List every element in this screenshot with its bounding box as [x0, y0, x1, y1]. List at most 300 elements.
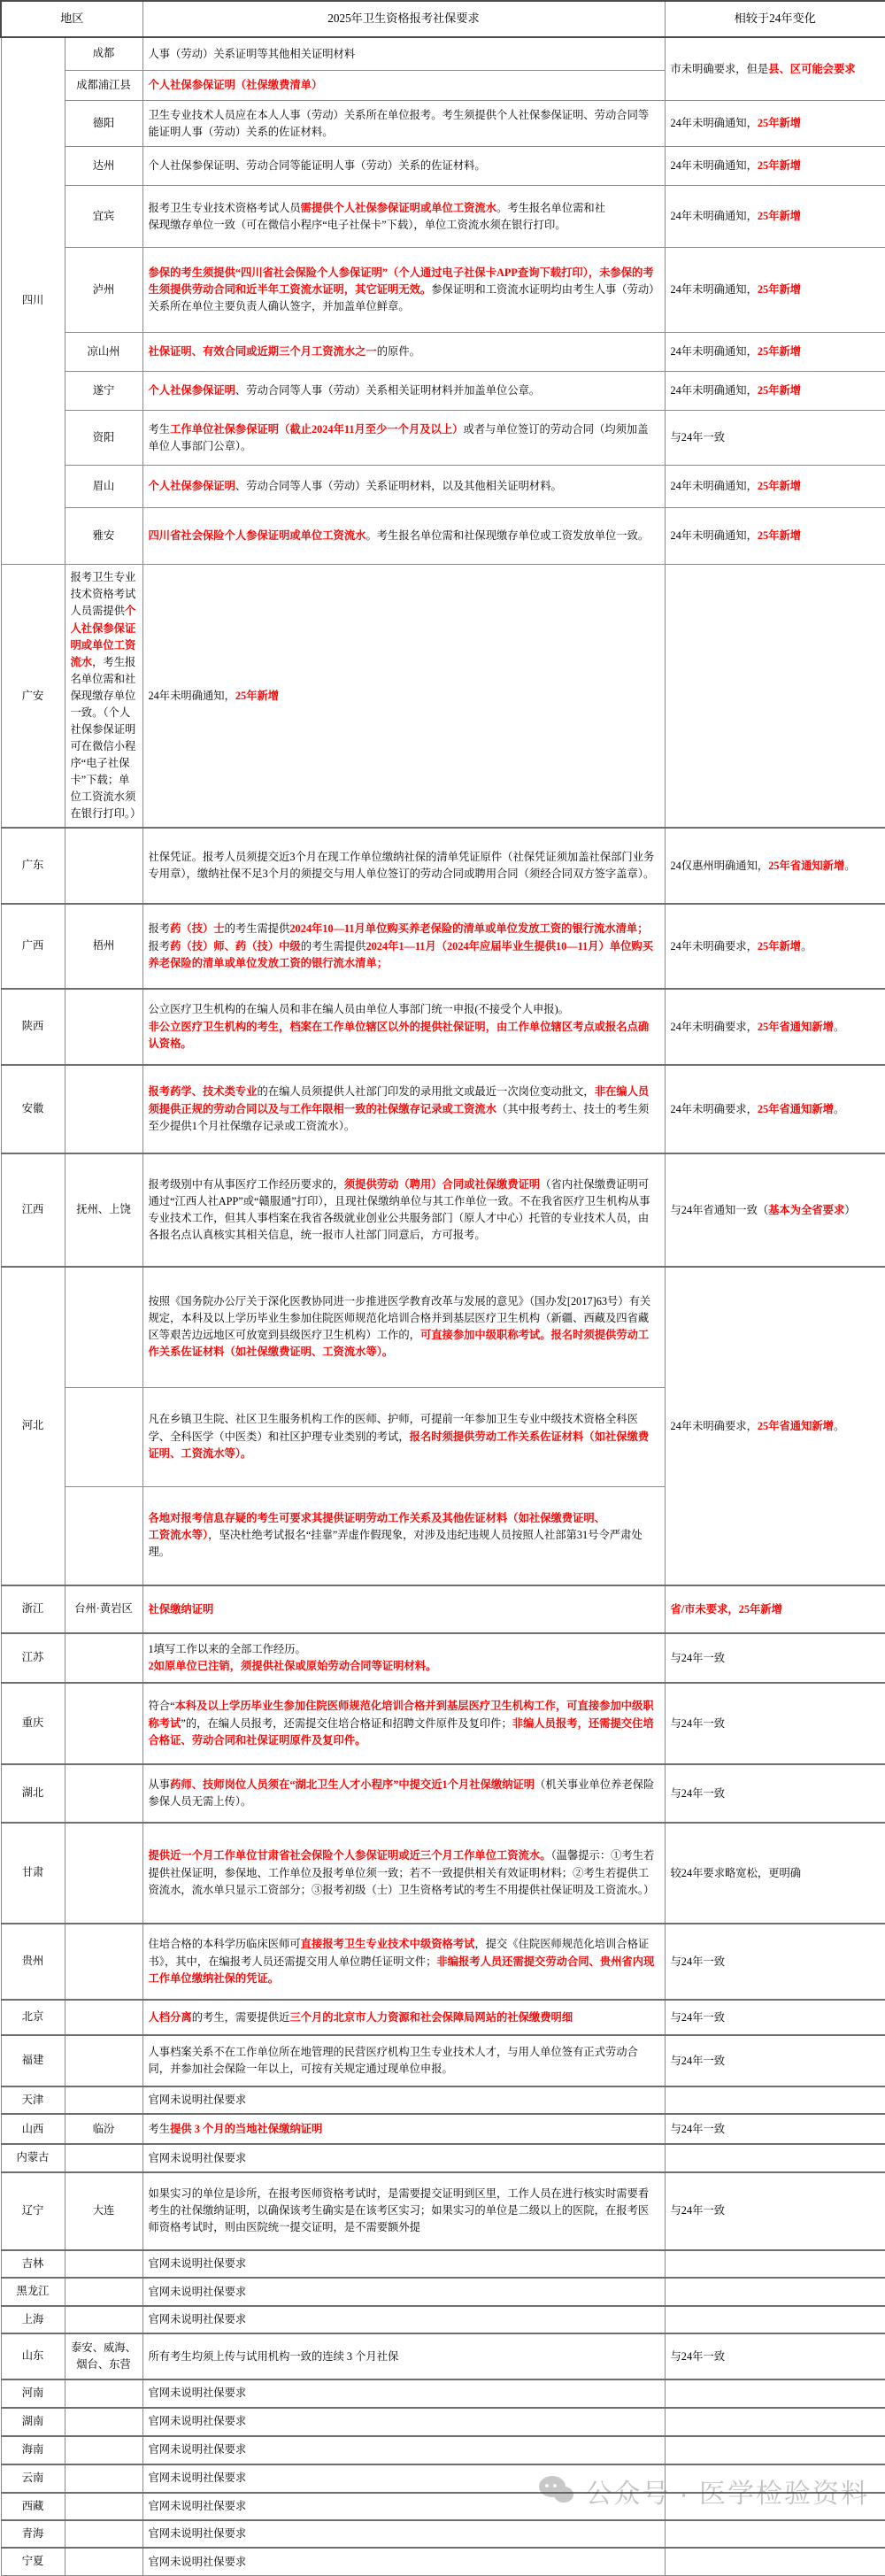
table-row — [1, 1924, 885, 2000]
body-text: 24年未明确通知， — [148, 689, 235, 702]
body-text: 与24年一致 — [670, 2122, 725, 2135]
body-text: 与24年一致 — [670, 2054, 725, 2067]
body-text: 符合“ — [148, 1700, 175, 1713]
table-row — [1, 147, 885, 186]
province-cell: 吉林 — [1, 2250, 65, 2278]
body-text: 与24年一致 — [670, 2204, 725, 2217]
body-text: 市未明确要求，但是 — [670, 62, 769, 75]
body-text: 或者与单位签订的劳动合同（均须加盖单位人事部门公章）。 — [148, 422, 649, 452]
highlighted-text: 25年省通知新增 — [757, 1419, 834, 1432]
province-cell: 广西 — [1, 904, 65, 989]
body-text: 参保证明和工资流水证明均由考生人事（劳动）关系所在单位主要负责人确认签字，并加盖单位鲜章。 — [148, 283, 655, 313]
requirement-cell — [142, 1683, 665, 1764]
province-cell: 江西 — [1, 1153, 65, 1267]
body-text: 的考生，需要提供近 — [191, 2010, 290, 2024]
body-text: 官网未说明社保要求 — [148, 2257, 247, 2271]
change-cell — [665, 2379, 885, 2407]
table-row — [1, 2379, 885, 2407]
city-cell — [65, 1486, 142, 1585]
highlighted-text: 提供近一个月工作单位甘肃省社会保险个人参保证明或近三个月工作单位工资流水。 — [148, 1849, 551, 1863]
city-cell — [65, 2493, 142, 2520]
table-row — [1, 2520, 885, 2548]
body-text: 24仅惠州明确通知， — [670, 859, 769, 872]
city-cell: 广安 — [1, 565, 65, 828]
table-row — [1, 2493, 885, 2520]
requirement-cell — [142, 2464, 665, 2493]
city-cell: 临汾 — [65, 2114, 142, 2144]
body-text: 官网未说明社保要求 — [148, 2415, 247, 2428]
table-row — [1, 186, 885, 248]
highlighted-text: 25年省通知新增 — [768, 859, 845, 872]
highlighted-text: 三个月的北京市人力资源和社会保障局网站的社保缴费明细 — [289, 2010, 573, 2024]
body-text: 与24年省通知一致（ — [670, 1203, 769, 1216]
requirement-cell — [142, 2086, 665, 2114]
table-row — [1, 565, 885, 828]
requirement-cell — [142, 372, 665, 411]
body-text: 官网未说明社保要求 — [148, 2443, 247, 2456]
body-text: 24年未明确要求， — [670, 1020, 758, 1033]
table-row — [1, 2408, 885, 2436]
city-cell — [65, 2306, 142, 2333]
body-text: 24年未明确通知， — [670, 384, 758, 397]
highlighted-text: 2024年1—11月（2024年应届毕业生提供10—11月）单位购买养老保险的清单或单位发放工资的银行流水清单； — [148, 939, 653, 969]
highlighted-text: 个人社保参保证明（社保缴费清单） — [148, 79, 323, 92]
change-cell — [665, 2436, 885, 2464]
highlighted-text: 社保缴纳证明 — [148, 1602, 214, 1616]
province-cell: 陕西 — [1, 989, 65, 1065]
change-cell — [665, 828, 885, 904]
requirement-cell — [65, 565, 142, 828]
change-cell — [142, 565, 665, 828]
change-cell — [665, 989, 885, 1065]
requirement-cell — [142, 333, 665, 372]
city-cell — [65, 2035, 142, 2086]
city-cell: 眉山 — [65, 466, 142, 508]
requirement-cell — [142, 2114, 665, 2144]
body-text: ，考生报名单位需和社保现缴存单位一致。（个人社保参保证明可在微信小程序“电子社保卡”下载；单位工资流水须在银行打印。） — [70, 655, 142, 821]
province-cell: 湖北 — [1, 1764, 65, 1823]
city-cell — [65, 989, 142, 1065]
highlighted-text: 基本为全省要求 — [768, 1203, 845, 1216]
city-cell — [65, 2379, 142, 2407]
body-text: 、劳动合同等人事（劳动）关系相关证明材料并加盖单位公章。 — [235, 384, 541, 397]
table-row — [1, 2333, 885, 2379]
requirement-cell — [142, 989, 665, 1065]
requirement-cell — [142, 2436, 665, 2464]
change-cell — [665, 101, 885, 147]
requirement-cell — [142, 1823, 665, 1924]
change-cell — [665, 2408, 885, 2436]
body-text: ，提交《住院医师规范化培训合格证书》，其中，在编报考人员还需提交用人单位聘任证明文件； — [148, 1938, 650, 1968]
body-text: 官网未说明社保要求 — [148, 2094, 247, 2107]
highlighted-text: 须提供劳动（聘用）合同或社保缴费证明 — [343, 1177, 541, 1191]
city-cell: 德阳 — [65, 101, 142, 147]
change-cell — [665, 147, 885, 186]
city-cell — [65, 828, 142, 904]
change-cell — [665, 1585, 885, 1633]
requirement-cell — [142, 2493, 665, 2520]
requirement-cell — [142, 1633, 665, 1683]
highlighted-text: 药（技）士 — [170, 922, 225, 936]
change-cell — [665, 2493, 885, 2520]
requirement-cell — [142, 2144, 665, 2171]
city-cell: 泰安、威海、烟台、东营 — [65, 2333, 142, 2379]
city-cell — [65, 2278, 142, 2305]
highlighted-text: 个人社保参保证明 — [148, 480, 235, 493]
requirement-cell — [142, 2548, 665, 2575]
table-row — [1, 2035, 885, 2086]
highlighted-text: 社保证明、有效合同或近期三个月工资流水之一 — [148, 345, 377, 359]
table-row — [1, 2464, 885, 2493]
body-text: 报考 — [148, 922, 171, 936]
body-text: 与24年一致 — [670, 431, 725, 444]
highlighted-text: 人档分离 — [148, 2010, 192, 2024]
table-row — [1, 904, 885, 989]
city-cell — [65, 2520, 142, 2548]
city-cell — [65, 2464, 142, 2493]
change-cell — [665, 2520, 885, 2548]
requirement-cell — [142, 2379, 665, 2407]
highlighted-text: 四川省社会保险个人参保证明或单位工资流水 — [148, 529, 366, 543]
table-row — [1, 37, 885, 71]
table-row — [1, 372, 885, 411]
requirement-cell — [142, 1267, 665, 1387]
requirement-cell — [142, 1764, 665, 1823]
highlighted-text: 非编人员报考，还需提交住培合格证、劳动合同和社保证明原件及复印件。 — [148, 1716, 654, 1747]
column-header-change: 相较于24年变化 — [665, 1, 885, 37]
change-cell — [665, 2278, 885, 2305]
body-text: 住培合格的本科学历临床医师可 — [148, 1938, 301, 1951]
body-text: 24年未明确通知， — [670, 117, 758, 130]
requirement-cell — [142, 2250, 665, 2278]
body-text: 人事档案关系不在工作单位所在地管理的民营医疗机构卫生专业技术人才，与用人单位签有正式劳动合同，并参加社会保险一年以上，可按有关规定通过现单位申报。 — [148, 2046, 638, 2076]
highlighted-text: 25年省通知新增 — [757, 1102, 834, 1115]
city-cell — [65, 1633, 142, 1683]
body-text: 与24年一致 — [670, 1786, 725, 1800]
requirement-cell — [142, 1387, 665, 1486]
body-text: 官网未说明社保要求 — [148, 2499, 247, 2512]
table-row — [1, 2144, 885, 2171]
body-text: 24年未明确通知， — [670, 159, 758, 173]
requirement-cell — [142, 248, 665, 333]
change-cell — [665, 2306, 885, 2333]
body-text: 人事（劳动）关系证明等其他相关证明材料 — [148, 47, 356, 60]
province-cell: 甘肃 — [1, 1823, 65, 1924]
highlighted-text: 报名时须提供劳动工作关系佐证材料（如社保缴费证明、工资流水等）。 — [148, 1430, 650, 1460]
province-cell: 青海 — [1, 2520, 65, 2548]
province-cell: 福建 — [1, 2035, 65, 2086]
change-cell — [665, 248, 885, 333]
body-text: 保现缴存单位一致（可在微信小程序“电子社保卡”下载），单位工资流水须在银行打印。 — [148, 218, 566, 231]
table-row — [1, 508, 885, 565]
change-cell — [665, 2464, 885, 2493]
requirement-cell — [142, 1585, 665, 1633]
table-row — [1, 1633, 885, 1683]
change-cell — [665, 2250, 885, 2278]
city-cell — [65, 1924, 142, 2000]
change-cell — [665, 333, 885, 372]
city-cell — [65, 1267, 142, 1387]
highlighted-text: 非公立医疗卫生机构的考生，档案在工作单位辖区以外的提供社保证明，由工作单位辖区考点或报名点确认资格。 — [148, 1020, 650, 1050]
body-text: ”的，在编人员报考，还需提交住培合格证和招聘文件原件及复印件； — [181, 1716, 512, 1730]
requirement-cell — [142, 466, 665, 508]
body-text: 的在编人员须提供人社部门印发的录用批文或最近一次岗位变动批文， — [257, 1085, 595, 1099]
province-cell: 北京 — [1, 2000, 65, 2035]
city-cell: 成都浦江县 — [65, 71, 142, 101]
table-row — [1, 2306, 885, 2333]
change-cell — [665, 1267, 885, 1585]
body-text: 报考卫生专业技术资格考试人员需提供 — [70, 571, 136, 618]
header-row — [1, 1, 885, 37]
body-text: 按照《国务院办公厅关于深化医教协同进一步推进医学教育改革与发展的意见》（国办发[2017]63号）有关规定，本科及以上学历毕业生参加住院医师规范化培训合格并到基层医疗卫生机构（新疆、西藏及四省藏区等艰苦边远地区可放宽到县级医疗卫生机构）工作的， — [148, 1295, 651, 1342]
province-cell: 重庆 — [1, 1683, 65, 1764]
table-row — [1, 1764, 885, 1823]
body-text: 与24年一致 — [670, 1651, 725, 1664]
highlighted-text: 省/市未要求，25年新增 — [670, 1602, 782, 1616]
requirement-cell — [142, 828, 665, 904]
table-row — [1, 1267, 885, 1387]
requirement-cell — [142, 508, 665, 565]
body-text: 1填写工作以来的全部工作经历。 — [148, 1643, 306, 1656]
body-text: 凡在乡镇卫生院、社区卫生服务机构工作的医师、护师，可提前一年参加卫生专业中级技术资格全科医学、全科医学（中医类）和社区护理专业类别的考试， — [148, 1413, 638, 1443]
column-header-requirement: 2025年卫生资格报考社保要求 — [142, 1, 665, 37]
change-cell — [665, 2144, 885, 2171]
body-text: ） — [844, 1203, 856, 1216]
body-text: 。 — [833, 1102, 845, 1115]
city-cell — [65, 2086, 142, 2114]
body-text: 从事 — [148, 1778, 171, 1792]
requirement-cell — [142, 2306, 665, 2333]
city-cell: 台州·黄岩区 — [65, 1585, 142, 1633]
highlighted-text: 25年新增 — [757, 283, 802, 297]
body-text: 较24年要求略宽松，更明确 — [670, 1866, 802, 1879]
highlighted-text: 25年新增 — [757, 384, 802, 397]
highlighted-text: 可直接参加中级职称考试。报名时须提供劳动工作关系佐证材料（如社保缴费证明、工资流水等）。 — [148, 1329, 650, 1359]
city-cell: 大连 — [65, 2172, 142, 2250]
city-cell — [65, 2250, 142, 2278]
change-cell — [665, 904, 885, 989]
province-cell: 西藏 — [1, 2493, 65, 2520]
highlighted-text: 25年省通知新增 — [757, 1020, 834, 1033]
province-cell: 山东 — [1, 2333, 65, 2379]
city-cell — [65, 2548, 142, 2575]
body-text: 卫生专业技术人员应在本人人事（劳动）关系所在单位报考。考生须提供个人社保参保证明、劳动合同等能证明人事（劳动）关系的佐证材料。 — [148, 108, 650, 138]
highlighted-text: 药（技）师、药（技）中级 — [170, 939, 301, 953]
city-cell: 梧州 — [65, 904, 142, 989]
requirement-cell — [142, 2520, 665, 2548]
highlighted-text: 报考药学、技术类专业 — [148, 1085, 258, 1099]
highlighted-text: 参保的考生须提供“四川省社会保险个人参保证明”（个人通过电子社保卡APP查询下载打印），未参保的考生须提供劳动合同和近半年工资流水证明，其它证明无效。 — [148, 266, 654, 297]
body-text: 官网未说明社保要求 — [148, 2387, 247, 2400]
body-text: 社保凭证。报考人员须提交近3个月在现工作单位缴纳社保的清单凭证原件（社保凭证须加盖社保部门业务专用章），缴纳社保不足3个月的须提交与用人单位签订的劳动合同或聘用合同（须经合同双方签字盖章）。 — [148, 851, 655, 881]
change-cell — [665, 2000, 885, 2035]
highlighted-text: 非在编人员须提供正规的劳动合同以及与工作年限相一致的社保缴存记录或工资流水 — [148, 1085, 650, 1115]
province-cell: 河南 — [1, 2379, 65, 2407]
table-row — [1, 333, 885, 372]
province-cell: 河北 — [1, 1267, 65, 1585]
province-cell: 湖南 — [1, 2408, 65, 2436]
city-cell — [65, 1764, 142, 1823]
body-text: 个人社保参保证明、劳动合同等能证明人事（劳动）关系的佐证材料。 — [148, 159, 486, 173]
province-cell: 内蒙古 — [1, 2144, 65, 2171]
change-cell — [665, 1065, 885, 1153]
requirement-cell — [142, 2172, 665, 2250]
change-cell — [665, 2114, 885, 2144]
highlighted-text: 各地对报考信息存疑的考生可要求其提供证明劳动工作关系及其他佐证材料（如社保缴费证明、 — [148, 1512, 605, 1525]
body-text: （其中报考药士、技士的考生须至少提供1个月社保缴存记录或工资流水）。 — [148, 1102, 650, 1132]
highlighted-text: 工作单位社保参保证明（截止2024年11月至少一个月及以上） — [170, 422, 464, 436]
body-text: 所有考生均须上传与试用机构一致的连续 3 个月社保 — [148, 2349, 399, 2363]
change-cell — [665, 372, 885, 411]
highlighted-text: 25年新增 — [757, 117, 802, 130]
body-text: 24年未明确要求， — [670, 939, 758, 953]
body-text: 24年未明确通知， — [670, 345, 758, 359]
body-text: 官网未说明社保要求 — [148, 2472, 247, 2485]
body-text: 考生 — [148, 422, 171, 436]
body-text: 报考级别中有从事医疗工作经历要求的， — [148, 1177, 344, 1191]
city-cell: 资阳 — [65, 411, 142, 466]
body-text: 24年未明确要求， — [670, 1419, 758, 1432]
table-row — [1, 2278, 885, 2305]
highlighted-text: 提供 3 个月的当地社保缴纳证明 — [170, 2122, 323, 2135]
city-cell — [65, 1387, 142, 1486]
change-cell — [665, 1764, 885, 1823]
highlighted-text: 25年新增 — [757, 939, 802, 953]
table-row — [1, 2250, 885, 2278]
province-cell: 海南 — [1, 2436, 65, 2464]
requirement-cell — [142, 1153, 665, 1267]
table-row — [1, 1683, 885, 1764]
highlighted-text: 药师、技师岗位人员须在“湖北卫生人才小程序”中提交近1个月社保缴纳证明 — [170, 1778, 535, 1792]
change-cell — [665, 1683, 885, 1764]
highlighted-text: 工资流水等） — [148, 1529, 209, 1542]
body-text: 官网未说明社保要求 — [148, 2285, 247, 2298]
body-text: （省内社保缴费证明可通过“江西人社APP”或“赣服通”打印），且现社保缴纳单位与其工作单位一致。不在我省医疗卫生机构从事专业技术工作，但其人事档案在我省各级就业创业公共服务部门（原人才中心）托管的专业技术人员，由各报名点认真核实其相关信息，统一报市人社部门同意后，方可报考。 — [148, 1177, 650, 1242]
change-cell — [665, 508, 885, 565]
requirement-cell — [142, 411, 665, 466]
body-text: 。考生报名单位需和社 — [496, 201, 606, 214]
body-text: 、劳动合同等人事（劳动）关系证明材料，以及其他相关证明材料。 — [235, 480, 562, 493]
table-row — [1, 2114, 885, 2144]
province-cell: 安徽 — [1, 1065, 65, 1153]
table-row — [1, 248, 885, 333]
body-text: 报考 — [148, 939, 171, 953]
table-head — [1, 1, 885, 37]
change-cell — [665, 2086, 885, 2114]
body-text: 与24年一致 — [670, 1716, 725, 1730]
change-cell — [665, 2035, 885, 2086]
body-text: 与24年一致 — [670, 2349, 725, 2363]
table-row — [1, 1153, 885, 1267]
body-text: 24年未明确通知， — [670, 283, 758, 297]
table-row — [1, 2548, 885, 2575]
highlighted-text: 2024年10—11月单位购买养老保险的清单或单位发放工资的银行流水清单； — [289, 922, 649, 936]
city-cell — [65, 2000, 142, 2035]
body-text: 官网未说明社保要求 — [148, 2527, 247, 2541]
requirement-cell — [142, 1486, 665, 1585]
highlighted-text: 25年新增 — [757, 210, 802, 223]
highlighted-text: 25年新增 — [757, 345, 802, 359]
requirement-cell — [142, 37, 665, 71]
change-cell — [665, 2172, 885, 2250]
province-cell: 宁夏 — [1, 2548, 65, 2575]
table-row — [1, 1823, 885, 1924]
body-text: 24年未明确通知， — [670, 529, 758, 543]
city-cell — [65, 1683, 142, 1764]
requirement-cell — [142, 2408, 665, 2436]
province-cell: 江苏 — [1, 1633, 65, 1683]
body-text: （温馨提示：①考生若提供社保证明，参保地、工作单位及报考单位须一致；若不一致提供相关有效证明材料；②考生若提供工资流水，流水单只显示工资部分；③报考初级（士）卫生资格考试的考生不用提供社保证明及工资流水。） — [148, 1849, 655, 1896]
highlighted-text: 个人社保参保证明或单位工资流水 — [70, 605, 136, 668]
highlighted-text: 县、区可能会要求 — [768, 62, 856, 75]
change-cell — [665, 1633, 885, 1683]
requirement-cell — [142, 147, 665, 186]
body-text: 。 — [833, 1020, 845, 1033]
province-cell: 四川 — [1, 37, 65, 565]
body-text: 报考卫生专业技术资格考试人员 — [148, 201, 301, 214]
table-row — [1, 989, 885, 1065]
body-text: 。 — [801, 939, 812, 953]
highlighted-text: 25年新增 — [235, 689, 280, 702]
requirement-cell — [142, 1065, 665, 1153]
city-cell: 达州 — [65, 147, 142, 186]
highlighted-text: 本科及以上学历毕业生参加住院医师规范化培训合格并到基层医疗卫生机构工作，可直接参加中级职称考试 — [148, 1700, 654, 1730]
table-row — [1, 2000, 885, 2035]
requirement-cell — [142, 904, 665, 989]
change-cell — [665, 466, 885, 508]
city-cell: 泸州 — [65, 248, 142, 333]
body-text: 。 — [844, 859, 856, 872]
table-row — [1, 2086, 885, 2114]
province-cell: 黑龙江 — [1, 2278, 65, 2305]
change-cell — [665, 37, 885, 101]
requirement-cell — [142, 2333, 665, 2379]
body-text: 公立医疗卫生机构的在编人员和非在编人员由单位人事部门统一申报(不接受个人申报)。 — [148, 1003, 569, 1016]
highlighted-text: 需提供个人社保参保证明或单位工资流水 — [300, 201, 497, 214]
highlighted-text: 直接报考卫生专业技术中级资格考试 — [300, 1938, 475, 1951]
body-text: 24年未明确要求， — [670, 1102, 758, 1115]
requirement-cell — [142, 186, 665, 248]
requirement-cell — [142, 1924, 665, 2000]
body-text: 。考生报名单位需和社保现缴存单位或工资发放单位一致。 — [366, 529, 650, 543]
requirement-cell — [142, 2035, 665, 2086]
province-cell: 广东 — [1, 828, 65, 904]
change-cell — [665, 2548, 885, 2575]
body-text: 的考生需提供 — [300, 939, 366, 953]
city-cell: 宜宾 — [65, 186, 142, 248]
body-text: 的原件。 — [376, 345, 420, 359]
body-text: ，坚决杜绝考试报名“挂靠”弄虚作假现象，对涉及违纪违规人员按照人社部第31号令严肃处理。 — [148, 1529, 643, 1559]
highlighted-text: 25年新增 — [757, 480, 802, 493]
city-cell: 凉山州 — [65, 333, 142, 372]
requirement-cell — [142, 101, 665, 147]
body-text: 官网未说明社保要求 — [148, 2151, 247, 2164]
table-row — [1, 828, 885, 904]
body-text: 考生 — [148, 2122, 171, 2135]
body-text: 与24年一致 — [670, 2010, 725, 2024]
city-cell: 成都 — [65, 37, 142, 71]
province-cell: 贵州 — [1, 1924, 65, 2000]
requirement-cell — [142, 2278, 665, 2305]
body-text: 如果实习的单位是诊所，在报考医师资格考试时，是需要提交证明到区里，工作人员在进行核实时需要看考生的社保缴纳证明，以确保该考生确实是在该考区实习；如果实习的单位是二级以上的医院，在报考医师资格考试时，则由医院统一提交证明，是不需要额外提 — [148, 2187, 650, 2234]
watermark-text: 公众号 · 医学检验资料 — [585, 2479, 869, 2509]
body-text: （机关事业单位养老保险参保人员无需上传）。 — [148, 1778, 655, 1809]
change-cell — [665, 1924, 885, 2000]
table-row — [1, 101, 885, 147]
province-cell: 天津 — [1, 2086, 65, 2114]
city-cell: 雅安 — [65, 508, 142, 565]
change-cell — [665, 2333, 885, 2379]
